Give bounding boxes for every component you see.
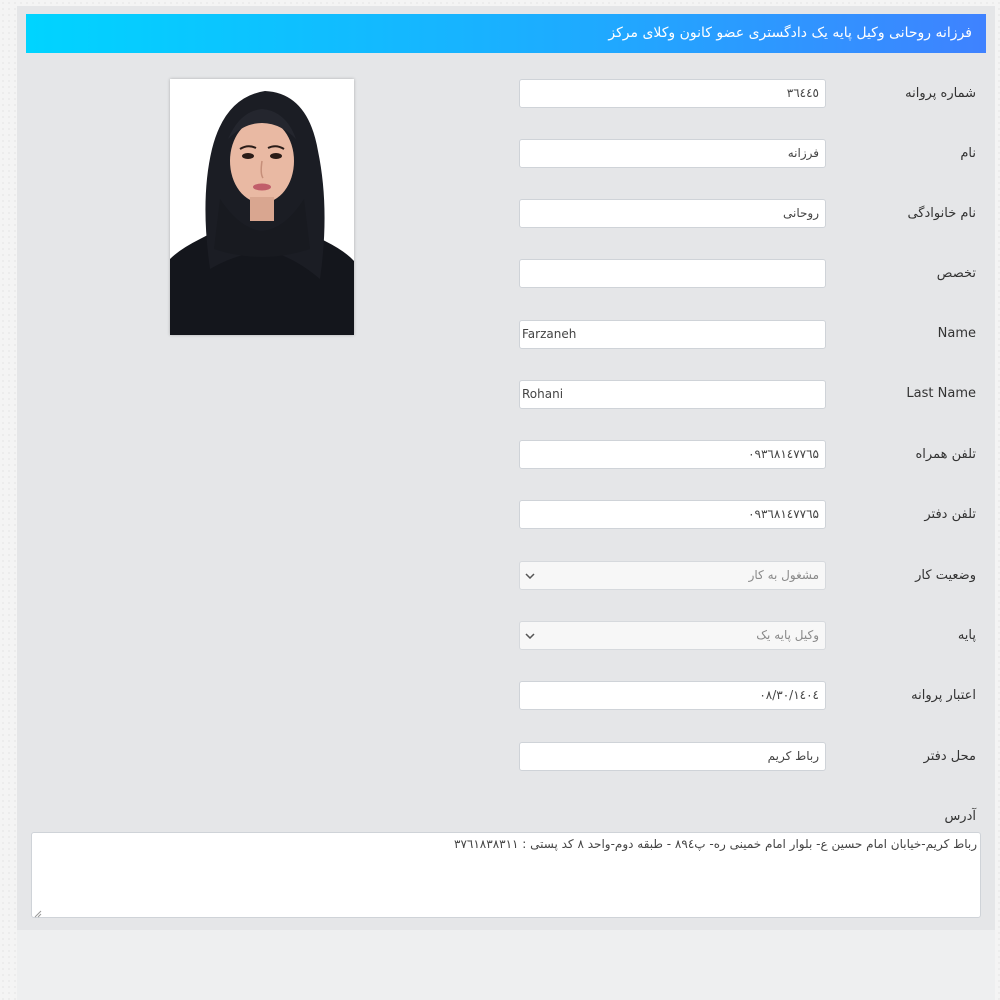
last-name-en-input[interactable]: Rohani bbox=[519, 380, 826, 409]
address-text: رباط کریم-خیابان امام حسین ع- بلوار امام خمینی ره- پ۸۹٤ - طبقه دوم-واحد ۸ کد پستی : ۳۷٦۱۸۳۸۳۱۱ bbox=[454, 837, 977, 851]
name-en-input[interactable]: Farzaneh bbox=[519, 320, 826, 349]
grade-value: وکیل پایه یک bbox=[756, 628, 819, 642]
office-phone-input[interactable]: ۰۹۳٦۸۱٤۷۷٦۵ bbox=[519, 500, 826, 529]
last-name-input[interactable]: روحانی bbox=[519, 199, 826, 228]
chevron-down-icon bbox=[525, 622, 535, 649]
first-name-label: نام bbox=[960, 146, 976, 161]
license-number-label: شماره پروانه bbox=[905, 86, 976, 101]
name-en-label: Name bbox=[937, 326, 976, 341]
specialty-input[interactable] bbox=[519, 259, 826, 288]
license-number-input[interactable]: ۳٦٤٤٥ bbox=[519, 79, 826, 108]
lawyer-photo bbox=[170, 79, 354, 335]
mobile-input[interactable]: ۰۹۳٦۸۱٤۷۷٦۵ bbox=[519, 440, 826, 469]
portrait-image bbox=[170, 79, 354, 335]
chevron-down-icon bbox=[525, 562, 535, 589]
first-name-input[interactable]: فرزانه bbox=[519, 139, 826, 168]
work-status-value: مشغول به کار bbox=[748, 568, 819, 582]
last-name-label: نام خانوادگی bbox=[907, 206, 976, 221]
office-location-label: محل دفتر bbox=[923, 749, 976, 764]
grade-label: پایه bbox=[957, 628, 976, 643]
office-phone-label: تلفن دفتر bbox=[924, 507, 976, 522]
work-status-select[interactable] bbox=[519, 561, 826, 590]
address-label: آدرس bbox=[944, 809, 976, 824]
grade-select[interactable] bbox=[519, 621, 826, 650]
license-validity-input[interactable]: ۱٤۰٤/۰۸/۳۰ bbox=[519, 681, 826, 710]
page-title: فرزانه روحانی وکیل پایه یک دادگستری عضو کانون وکلای مرکز bbox=[26, 14, 986, 53]
address-textarea[interactable] bbox=[31, 832, 981, 918]
last-name-en-label: Last Name bbox=[906, 386, 976, 401]
license-validity-label: اعتبار پروانه bbox=[911, 688, 976, 703]
office-location-input[interactable]: رباط کریم bbox=[519, 742, 826, 771]
panel-footer bbox=[17, 930, 995, 1000]
resize-handle-icon[interactable] bbox=[34, 907, 42, 915]
specialty-label: تخصص bbox=[936, 266, 976, 281]
work-status-label: وضعیت کار bbox=[915, 568, 976, 583]
mobile-label: تلفن همراه bbox=[915, 447, 976, 462]
